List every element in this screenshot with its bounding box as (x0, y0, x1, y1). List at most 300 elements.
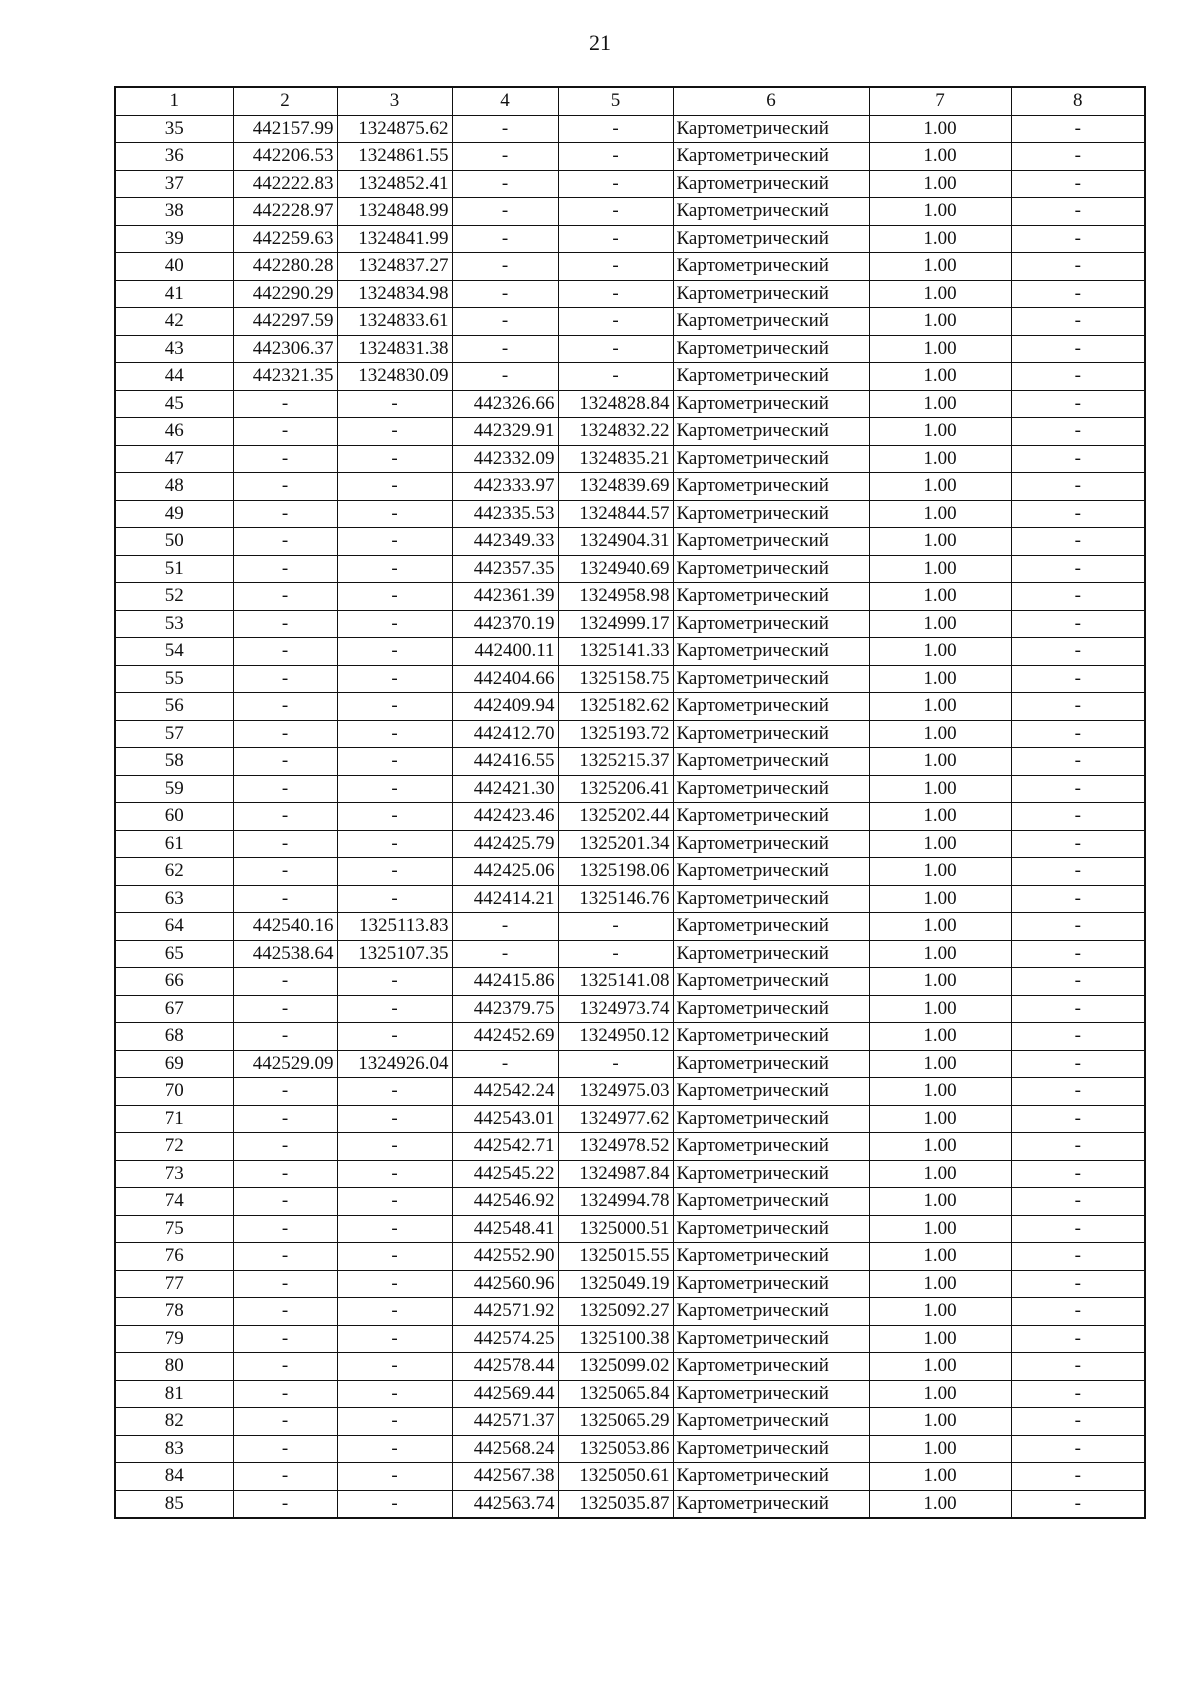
table-cell-col-4: 442567.38 (452, 1463, 558, 1491)
table-cell-col-7: 1.00 (869, 335, 1011, 363)
table-cell-col-7: 1.00 (869, 308, 1011, 336)
table-cell-col-1: 73 (115, 1160, 233, 1188)
table-cell-col-5: 1325193.72 (558, 720, 673, 748)
table-cell-col-4: 442404.66 (452, 665, 558, 693)
table-cell-col-2: 442280.28 (233, 253, 337, 281)
table-cell-col-5: 1325050.61 (558, 1463, 673, 1491)
table-cell-col-8: - (1011, 253, 1145, 281)
table-cell-col-7: 1.00 (869, 1325, 1011, 1353)
table-cell-col-7: 1.00 (869, 170, 1011, 198)
table-cell-col-6: Картометрический (673, 1435, 869, 1463)
table-cell-col-1: 55 (115, 665, 233, 693)
table-cell-col-7: 1.00 (869, 665, 1011, 693)
table-cell-col-1: 39 (115, 225, 233, 253)
table-cell-col-5: 1325158.75 (558, 665, 673, 693)
table-cell-col-8: - (1011, 803, 1145, 831)
table-cell-col-1: 35 (115, 115, 233, 143)
table-row (115, 115, 1145, 143)
table-cell-col-6: Картометрический (673, 1078, 869, 1106)
table-cell-col-8: - (1011, 1353, 1145, 1381)
table-row (115, 1188, 1145, 1216)
table-cell-col-2: - (233, 583, 337, 611)
table-cell-col-8: - (1011, 610, 1145, 638)
table-row (115, 995, 1145, 1023)
table-cell-col-8: - (1011, 335, 1145, 363)
table-cell-col-6: Картометрический (673, 473, 869, 501)
table-cell-col-7: 1.00 (869, 885, 1011, 913)
table-cell-col-8: - (1011, 1050, 1145, 1078)
table-cell-col-2: - (233, 830, 337, 858)
table-cell-col-4: - (452, 198, 558, 226)
table-cell-col-6: Картометрический (673, 1243, 869, 1271)
column-header-6: 6 (673, 87, 869, 115)
table-cell-col-6: Картометрический (673, 555, 869, 583)
table-cell-col-8: - (1011, 583, 1145, 611)
table-cell-col-3: - (337, 555, 452, 583)
table-cell-col-4: 442545.22 (452, 1160, 558, 1188)
table-row (115, 1325, 1145, 1353)
table-row (115, 363, 1145, 391)
table-cell-col-6: Картометрический (673, 1160, 869, 1188)
table-cell-col-5: 1325206.41 (558, 775, 673, 803)
table-cell-col-6: Картометрический (673, 170, 869, 198)
table-cell-col-2: - (233, 1105, 337, 1133)
table-row (115, 1408, 1145, 1436)
table-cell-col-2: - (233, 775, 337, 803)
table-cell-col-5: - (558, 198, 673, 226)
table-cell-col-2: - (233, 720, 337, 748)
table-cell-col-6: Картометрический (673, 1298, 869, 1326)
table-cell-col-8: - (1011, 1325, 1145, 1353)
table-cell-col-3: - (337, 1078, 452, 1106)
table-cell-col-5: 1325201.34 (558, 830, 673, 858)
table-cell-col-4: - (452, 940, 558, 968)
table-cell-col-7: 1.00 (869, 115, 1011, 143)
table-cell-col-5: 1325202.44 (558, 803, 673, 831)
table-cell-col-3: - (337, 500, 452, 528)
table-cell-col-1: 40 (115, 253, 233, 281)
column-header-2: 2 (233, 87, 337, 115)
table-cell-col-3: - (337, 1298, 452, 1326)
table-cell-col-8: - (1011, 693, 1145, 721)
table-cell-col-8: - (1011, 170, 1145, 198)
table-cell-col-2: - (233, 1298, 337, 1326)
table-cell-col-1: 50 (115, 528, 233, 556)
table-cell-col-8: - (1011, 968, 1145, 996)
table-cell-col-7: 1.00 (869, 583, 1011, 611)
table-row (115, 720, 1145, 748)
table-row (115, 1050, 1145, 1078)
table-row (115, 1298, 1145, 1326)
table-cell-col-7: 1.00 (869, 1105, 1011, 1133)
table-cell-col-3: 1324833.61 (337, 308, 452, 336)
table-cell-col-6: Картометрический (673, 995, 869, 1023)
table-cell-col-8: - (1011, 1490, 1145, 1518)
table-cell-col-1: 48 (115, 473, 233, 501)
table-cell-col-8: - (1011, 418, 1145, 446)
table-cell-col-8: - (1011, 198, 1145, 226)
table-cell-col-2: 442297.59 (233, 308, 337, 336)
table-cell-col-5: 1324940.69 (558, 555, 673, 583)
table-cell-col-1: 81 (115, 1380, 233, 1408)
table-cell-col-7: 1.00 (869, 1380, 1011, 1408)
table-cell-col-1: 75 (115, 1215, 233, 1243)
table-cell-col-6: Картометрический (673, 418, 869, 446)
table-cell-col-5: 1324832.22 (558, 418, 673, 446)
table-row (115, 473, 1145, 501)
table-cell-col-7: 1.00 (869, 143, 1011, 171)
table-cell-col-1: 67 (115, 995, 233, 1023)
table-cell-col-2: 442290.29 (233, 280, 337, 308)
table-cell-col-2: - (233, 418, 337, 446)
table-cell-col-6: Картометрический (673, 1023, 869, 1051)
table-cell-col-3: 1324830.09 (337, 363, 452, 391)
table-cell-col-4: 442412.70 (452, 720, 558, 748)
table-cell-col-8: - (1011, 1105, 1145, 1133)
table-cell-col-7: 1.00 (869, 748, 1011, 776)
table-cell-col-3: - (337, 1215, 452, 1243)
table-cell-col-3: - (337, 720, 452, 748)
table-cell-col-1: 58 (115, 748, 233, 776)
table-cell-col-2: 442306.37 (233, 335, 337, 363)
table-cell-col-4: 442370.19 (452, 610, 558, 638)
table-cell-col-1: 37 (115, 170, 233, 198)
table-cell-col-8: - (1011, 1243, 1145, 1271)
table-cell-col-4: 442546.92 (452, 1188, 558, 1216)
table-cell-col-2: 442157.99 (233, 115, 337, 143)
table-cell-col-4: 442425.06 (452, 858, 558, 886)
table-cell-col-4: 442542.24 (452, 1078, 558, 1106)
table-cell-col-2: - (233, 390, 337, 418)
table-cell-col-3: - (337, 1408, 452, 1436)
table-cell-col-3: - (337, 528, 452, 556)
table-row (115, 1490, 1145, 1518)
table-cell-col-5: 1324975.03 (558, 1078, 673, 1106)
table-cell-col-2: - (233, 968, 337, 996)
table-cell-col-4: - (452, 170, 558, 198)
table-cell-col-1: 84 (115, 1463, 233, 1491)
table-cell-col-3: 1324831.38 (337, 335, 452, 363)
table-cell-col-8: - (1011, 830, 1145, 858)
table-cell-col-3: - (337, 775, 452, 803)
table-cell-col-6: Картометрический (673, 500, 869, 528)
table-cell-col-3: - (337, 445, 452, 473)
table-cell-col-3: - (337, 693, 452, 721)
table-cell-col-3: - (337, 418, 452, 446)
column-header-1: 1 (115, 87, 233, 115)
table-cell-col-7: 1.00 (869, 638, 1011, 666)
table-cell-col-5: 1324835.21 (558, 445, 673, 473)
table-cell-col-7: 1.00 (869, 1078, 1011, 1106)
table-row (115, 445, 1145, 473)
table-cell-col-7: 1.00 (869, 473, 1011, 501)
table-cell-col-5: - (558, 363, 673, 391)
table-cell-col-2: - (233, 858, 337, 886)
table-cell-col-3: - (337, 1270, 452, 1298)
table-row (115, 1215, 1145, 1243)
table-cell-col-1: 80 (115, 1353, 233, 1381)
table-cell-col-4: - (452, 143, 558, 171)
table-cell-col-1: 53 (115, 610, 233, 638)
table-cell-col-1: 76 (115, 1243, 233, 1271)
table-cell-col-6: Картометрический (673, 830, 869, 858)
table-cell-col-8: - (1011, 995, 1145, 1023)
table-cell-col-1: 54 (115, 638, 233, 666)
table-cell-col-4: 442574.25 (452, 1325, 558, 1353)
table-cell-col-8: - (1011, 775, 1145, 803)
table-cell-col-4: 442569.44 (452, 1380, 558, 1408)
table-cell-col-6: Картометрический (673, 968, 869, 996)
table-row (115, 198, 1145, 226)
table-cell-col-7: 1.00 (869, 1050, 1011, 1078)
table-cell-col-7: 1.00 (869, 968, 1011, 996)
table-cell-col-6: Картометрический (673, 1105, 869, 1133)
table-cell-col-3: - (337, 583, 452, 611)
table-cell-col-2: - (233, 885, 337, 913)
table-cell-col-4: 442552.90 (452, 1243, 558, 1271)
table-cell-col-6: Картометрический (673, 445, 869, 473)
column-header-3: 3 (337, 87, 452, 115)
table-cell-col-7: 1.00 (869, 1160, 1011, 1188)
table-cell-col-8: - (1011, 665, 1145, 693)
table-cell-col-3: 1324834.98 (337, 280, 452, 308)
table-cell-col-3: - (337, 1463, 452, 1491)
table-cell-col-4: 442452.69 (452, 1023, 558, 1051)
table-cell-col-3: 1324848.99 (337, 198, 452, 226)
table-cell-col-4: - (452, 253, 558, 281)
table-row (115, 1078, 1145, 1106)
table-cell-col-3: - (337, 885, 452, 913)
table-cell-col-6: Картометрический (673, 885, 869, 913)
table-cell-col-3: - (337, 748, 452, 776)
table-cell-col-1: 47 (115, 445, 233, 473)
table-cell-col-2: - (233, 1133, 337, 1161)
table-cell-col-1: 44 (115, 363, 233, 391)
table-cell-col-2: - (233, 500, 337, 528)
table-cell-col-8: - (1011, 1023, 1145, 1051)
table-cell-col-4: 442349.33 (452, 528, 558, 556)
table-cell-col-5: 1324904.31 (558, 528, 673, 556)
table-cell-col-8: - (1011, 1078, 1145, 1106)
table-cell-col-1: 72 (115, 1133, 233, 1161)
table-row (115, 170, 1145, 198)
table-cell-col-8: - (1011, 308, 1145, 336)
table-row (115, 940, 1145, 968)
table-cell-col-6: Картометрический (673, 1408, 869, 1436)
table-cell-col-2: - (233, 1078, 337, 1106)
table-cell-col-4: 442578.44 (452, 1353, 558, 1381)
table-cell-col-8: - (1011, 280, 1145, 308)
table-row (115, 775, 1145, 803)
page-number: 21 (589, 30, 611, 55)
table-cell-col-3: - (337, 968, 452, 996)
table-cell-col-4: 442361.39 (452, 583, 558, 611)
table-row (115, 253, 1145, 281)
table-cell-col-7: 1.00 (869, 940, 1011, 968)
table-row (115, 1023, 1145, 1051)
table-cell-col-8: - (1011, 1298, 1145, 1326)
table-cell-col-6: Картометрический (673, 610, 869, 638)
table-row (115, 308, 1145, 336)
table-cell-col-2: - (233, 473, 337, 501)
table-cell-col-4: - (452, 335, 558, 363)
table-cell-col-4: 442568.24 (452, 1435, 558, 1463)
table-cell-col-1: 60 (115, 803, 233, 831)
table-cell-col-1: 70 (115, 1078, 233, 1106)
table-cell-col-4: 442542.71 (452, 1133, 558, 1161)
table-cell-col-8: - (1011, 638, 1145, 666)
table-cell-col-4: - (452, 308, 558, 336)
table-cell-col-8: - (1011, 528, 1145, 556)
table-cell-col-6: Картометрический (673, 665, 869, 693)
table-cell-col-4: 442415.86 (452, 968, 558, 996)
table-cell-col-2: - (233, 1270, 337, 1298)
table-cell-col-6: Картометрический (673, 803, 869, 831)
table-cell-col-8: - (1011, 940, 1145, 968)
table-header (115, 87, 1145, 115)
table-cell-col-4: 442563.74 (452, 1490, 558, 1518)
table-cell-col-4: 442332.09 (452, 445, 558, 473)
table-cell-col-2: - (233, 1380, 337, 1408)
table-cell-col-7: 1.00 (869, 500, 1011, 528)
table-cell-col-8: - (1011, 858, 1145, 886)
table-cell-col-4: 442326.66 (452, 390, 558, 418)
table-cell-col-5: 1324839.69 (558, 473, 673, 501)
table-cell-col-2: - (233, 638, 337, 666)
table-cell-col-7: 1.00 (869, 1408, 1011, 1436)
table-cell-col-3: 1324875.62 (337, 115, 452, 143)
table-cell-col-5: - (558, 940, 673, 968)
table-cell-col-4: 442414.21 (452, 885, 558, 913)
table-cell-col-1: 38 (115, 198, 233, 226)
table-cell-col-4: 442400.11 (452, 638, 558, 666)
table-cell-col-6: Картометрический (673, 528, 869, 556)
table-cell-col-5: 1325015.55 (558, 1243, 673, 1271)
table-cell-col-7: 1.00 (869, 225, 1011, 253)
table-cell-col-5: 1325141.33 (558, 638, 673, 666)
table-cell-col-2: - (233, 1463, 337, 1491)
table-row (115, 1105, 1145, 1133)
table-cell-col-2: 442538.64 (233, 940, 337, 968)
table-cell-col-4: 442421.30 (452, 775, 558, 803)
table-cell-col-5: - (558, 913, 673, 941)
table-cell-col-8: - (1011, 1380, 1145, 1408)
table-cell-col-2: - (233, 1490, 337, 1518)
table-cell-col-5: - (558, 225, 673, 253)
table-cell-col-7: 1.00 (869, 1270, 1011, 1298)
table-cell-col-4: - (452, 363, 558, 391)
table-row (115, 830, 1145, 858)
table-cell-col-5: 1325198.06 (558, 858, 673, 886)
table-cell-col-8: - (1011, 555, 1145, 583)
table-cell-col-6: Картометрический (673, 748, 869, 776)
table-cell-col-8: - (1011, 1408, 1145, 1436)
table-cell-col-8: - (1011, 500, 1145, 528)
table-cell-col-2: - (233, 1215, 337, 1243)
table-cell-col-2: 442206.53 (233, 143, 337, 171)
table-cell-col-3: 1324926.04 (337, 1050, 452, 1078)
table-cell-col-4: 442571.92 (452, 1298, 558, 1326)
table-cell-col-6: Картометрический (673, 1353, 869, 1381)
table-cell-col-3: - (337, 1353, 452, 1381)
table-cell-col-7: 1.00 (869, 995, 1011, 1023)
table-cell-col-5: 1324977.62 (558, 1105, 673, 1133)
table-cell-col-3: - (337, 1380, 452, 1408)
table-cell-col-8: - (1011, 143, 1145, 171)
table-row (115, 1353, 1145, 1381)
table-cell-col-4: 442357.35 (452, 555, 558, 583)
table-row (115, 280, 1145, 308)
table-cell-col-4: - (452, 115, 558, 143)
table-cell-col-6: Картометрический (673, 1215, 869, 1243)
table-cell-col-2: - (233, 803, 337, 831)
table-row (115, 885, 1145, 913)
table-cell-col-7: 1.00 (869, 198, 1011, 226)
table-cell-col-1: 46 (115, 418, 233, 446)
table-cell-col-8: - (1011, 225, 1145, 253)
table-row (115, 693, 1145, 721)
table-row (115, 858, 1145, 886)
table-row (115, 968, 1145, 996)
table-cell-col-5: 1325146.76 (558, 885, 673, 913)
table-cell-col-2: - (233, 1408, 337, 1436)
table-cell-col-7: 1.00 (869, 418, 1011, 446)
table-cell-col-2: - (233, 610, 337, 638)
table-cell-col-4: 442335.53 (452, 500, 558, 528)
table-cell-col-5: - (558, 143, 673, 171)
table-cell-col-4: 442548.41 (452, 1215, 558, 1243)
table-cell-col-1: 59 (115, 775, 233, 803)
table-cell-col-7: 1.00 (869, 720, 1011, 748)
table-cell-col-2: 442540.16 (233, 913, 337, 941)
table-cell-col-7: 1.00 (869, 1133, 1011, 1161)
table-cell-col-6: Картометрический (673, 1133, 869, 1161)
table-cell-col-5: 1324828.84 (558, 390, 673, 418)
table-row (115, 638, 1145, 666)
table-cell-col-4: 442416.55 (452, 748, 558, 776)
table-cell-col-6: Картометрический (673, 1490, 869, 1518)
table-cell-col-6: Картометрический (673, 1050, 869, 1078)
table-cell-col-1: 45 (115, 390, 233, 418)
table-cell-col-6: Картометрический (673, 253, 869, 281)
table-cell-col-6: Картометрический (673, 143, 869, 171)
table-cell-col-8: - (1011, 1160, 1145, 1188)
table-cell-col-6: Картометрический (673, 363, 869, 391)
table-cell-col-3: - (337, 1133, 452, 1161)
table-cell-col-4: 442571.37 (452, 1408, 558, 1436)
table-cell-col-5: - (558, 170, 673, 198)
table-cell-col-3: - (337, 803, 452, 831)
table-cell-col-4: 442423.46 (452, 803, 558, 831)
table-cell-col-6: Картометрический (673, 1325, 869, 1353)
table-cell-col-3: - (337, 1435, 452, 1463)
table-cell-col-8: - (1011, 748, 1145, 776)
table-cell-col-6: Картометрический (673, 308, 869, 336)
column-header-5: 5 (558, 87, 673, 115)
table-cell-col-6: Картометрический (673, 940, 869, 968)
table-row (115, 528, 1145, 556)
table-cell-col-7: 1.00 (869, 1243, 1011, 1271)
table-cell-col-2: - (233, 1188, 337, 1216)
table-cell-col-1: 79 (115, 1325, 233, 1353)
table-cell-col-3: 1324841.99 (337, 225, 452, 253)
table-cell-col-4: - (452, 913, 558, 941)
table-cell-col-7: 1.00 (869, 363, 1011, 391)
table-cell-col-6: Картометрический (673, 1188, 869, 1216)
coordinates-table (114, 86, 1146, 1519)
table-cell-col-5: 1324978.52 (558, 1133, 673, 1161)
table-cell-col-8: - (1011, 1215, 1145, 1243)
